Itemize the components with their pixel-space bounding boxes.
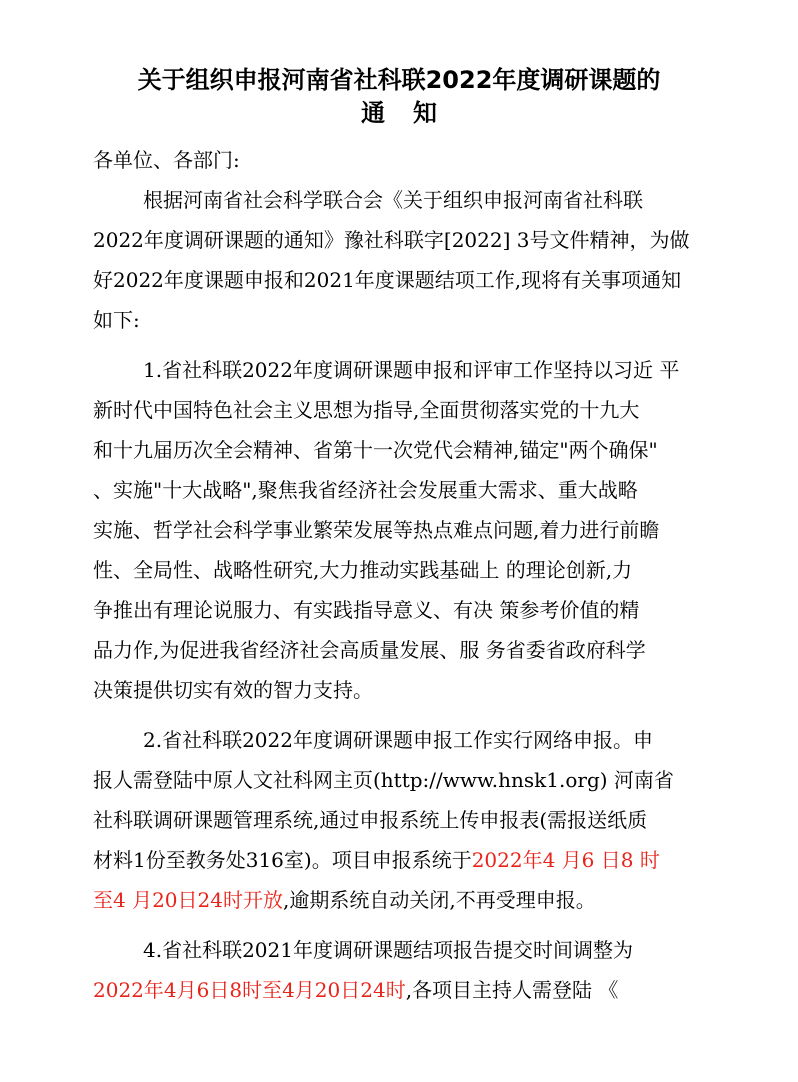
item2-line	[93, 848, 713, 872]
intro-line: 根据河南省社会科学联合会《关于组织申报河南省社科联	[143, 188, 643, 212]
item2-line: 2.省社科联2022年度调研课题申报工作实行网络申报。申	[143, 728, 653, 752]
item2-line: 报人需登陆中原人文社科网主页(http://www.hnsk1.org) 河南省	[93, 768, 674, 792]
intro-line: 如下:	[93, 308, 140, 332]
intro-line: 好2022年度课题申报和2021年度课题结项工作,现将有关事项通知	[93, 268, 682, 292]
document-title-line1: 关于组织申报河南省社科联2022年度调研课题的	[137, 66, 661, 94]
item3-line	[93, 978, 713, 1002]
item1-line: 性、全局性、战略性研究,大力推动实践基础上 的理论创新,力	[93, 558, 633, 582]
item2-date-highlight: 2022年4 月6 日8 时	[471, 848, 660, 872]
item2-line: 社科联调研课题管理系统,通过申报系统上传申报表(需报送纸质	[93, 808, 648, 832]
item1-line: 争推出有理论说服力、有实践指导意义、有决 策参考价值的精	[93, 598, 640, 622]
item2-line	[93, 888, 713, 912]
item1-line: 和十九届历次全会精神、省第十一次党代会精神,锚定"两个确保"	[93, 438, 658, 462]
document-title-line2: 通知	[361, 99, 465, 127]
item1-line: 决策提供切实有效的智力支持。	[93, 678, 373, 702]
salutation: 各单位、各部门:	[93, 148, 240, 172]
item1-line: 实施、哲学社会科学事业繁荣发展等热点难点问题,着力进行前瞻	[93, 518, 660, 542]
item3-date-highlight: 2022年4月6日8时至4月20日24时	[93, 978, 406, 1002]
item1-line: 品力作,为促进我省经济社会高质量发展、服 务省委省政府科学	[93, 638, 646, 662]
item1-line: 新时代中国特色社会主义思想为指导,全面贯彻落实党的十九大	[93, 398, 640, 422]
intro-line: 2022年度调研课题的通知》豫社科联字[2022] 3号文件精神，为做	[93, 228, 690, 252]
item3-text: ,各项目主持人需登陆 《	[405, 978, 619, 1002]
item2-text: ,逾期系统自动关闭,不再受理申报。	[282, 888, 596, 912]
item1-line: 1.省社科联2022年度调研课题申报和评审工作坚持以习近 平	[143, 358, 680, 382]
item2-date-highlight: 至4 月20日24时开放	[93, 888, 283, 912]
item1-line: 、实施"十大战略",聚焦我省经济社会发展重大需求、重大战略	[93, 478, 638, 502]
item3-line: 4.省社科联2021年度调研课题结项报告提交时间调整为	[143, 938, 633, 962]
item2-text: 材料1份至教务处316室)。项目申报系统于	[93, 848, 472, 872]
